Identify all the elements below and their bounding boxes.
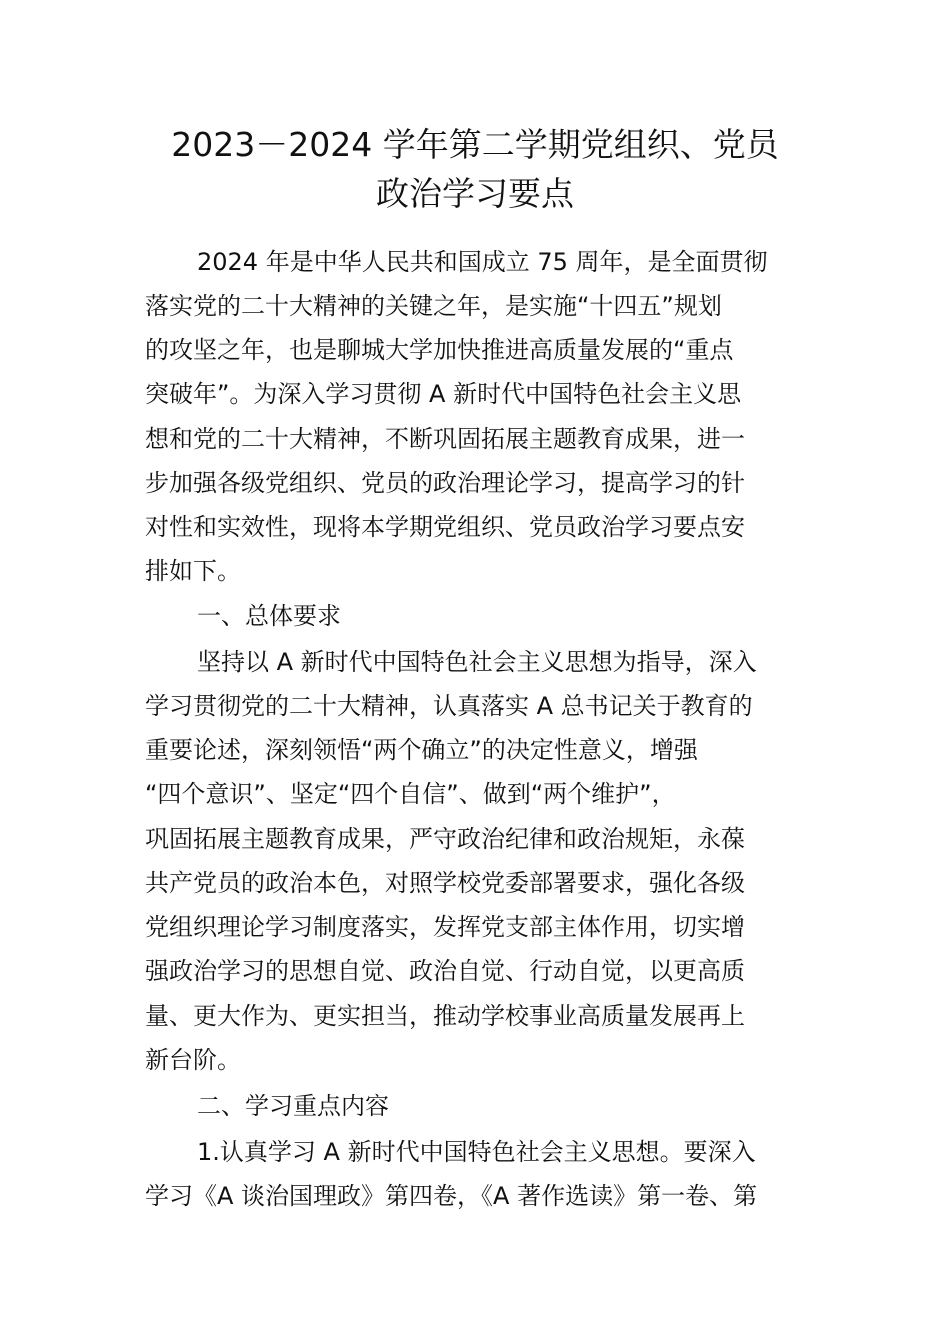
paragraph-line: 排如下。 bbox=[145, 557, 241, 585]
paragraph-line: 2024 年是中华人民共和国成立 75 周年，是全面贯彻 bbox=[197, 248, 768, 276]
paragraph-line: 新台阶。 bbox=[145, 1046, 241, 1074]
paragraph-line: 落实党的二十大精神的关键之年，是实施“十四五”规划 bbox=[145, 292, 722, 320]
section-heading: 一、总体要求 bbox=[197, 602, 341, 630]
paragraph-line: 步加强各级党组织、党员的政治理论学习，提高学习的针 bbox=[145, 469, 745, 497]
paragraph-line: 量、更大作为、更实担当，推动学校事业高质量发展再上 bbox=[145, 1002, 745, 1030]
paragraph-line: 学习贯彻党的二十大精神，认真落实 A 总书记关于教育的 bbox=[145, 692, 753, 720]
paragraph-line: 重要论述，深刻领悟“两个确立”的决定性意义，增强 bbox=[145, 736, 698, 764]
document-title-line-2: 政治学习要点 bbox=[376, 174, 574, 213]
paragraph-line: 1.认真学习 A 新时代中国特色社会主义思想。要深入 bbox=[197, 1138, 756, 1166]
paragraph-line: 巩固拓展主题教育成果，严守政治纪律和政治规矩，永葆 bbox=[145, 825, 745, 853]
paragraph-line: 突破年”。为深入学习贯彻 A 新时代中国特色社会主义思 bbox=[145, 380, 742, 408]
paragraph-line: 坚持以 A 新时代中国特色社会主义思想为指导，深入 bbox=[197, 648, 757, 676]
paragraph-line: 学习《A 谈治国理政》第四卷，《A 著作选读》第一卷、第 bbox=[145, 1182, 758, 1210]
paragraph-line: 想和党的二十大精神，不断巩固拓展主题教育成果，进一 bbox=[145, 425, 745, 453]
paragraph-line: 强政治学习的思想自觉、政治自觉、行动自觉，以更高质 bbox=[145, 957, 745, 985]
paragraph-line: 党组织理论学习制度落实，发挥党支部主体作用，切实增 bbox=[145, 913, 745, 941]
paragraph-line: “四个意识”、坚定“四个自信”、做到“两个维护”， bbox=[145, 780, 676, 808]
section-heading: 二、学习重点内容 bbox=[197, 1092, 389, 1120]
paragraph-line: 共产党员的政治本色，对照学校党委部署要求，强化各级 bbox=[145, 869, 745, 897]
document-title-line-1: 2023－2024 学年第二学期党组织、党员 bbox=[171, 125, 779, 164]
paragraph-line: 对性和实效性，现将本学期党组织、党员政治学习要点安 bbox=[145, 513, 745, 541]
paragraph-line: 的攻坚之年，也是聊城大学加快推进高质量发展的“重点 bbox=[145, 336, 734, 364]
